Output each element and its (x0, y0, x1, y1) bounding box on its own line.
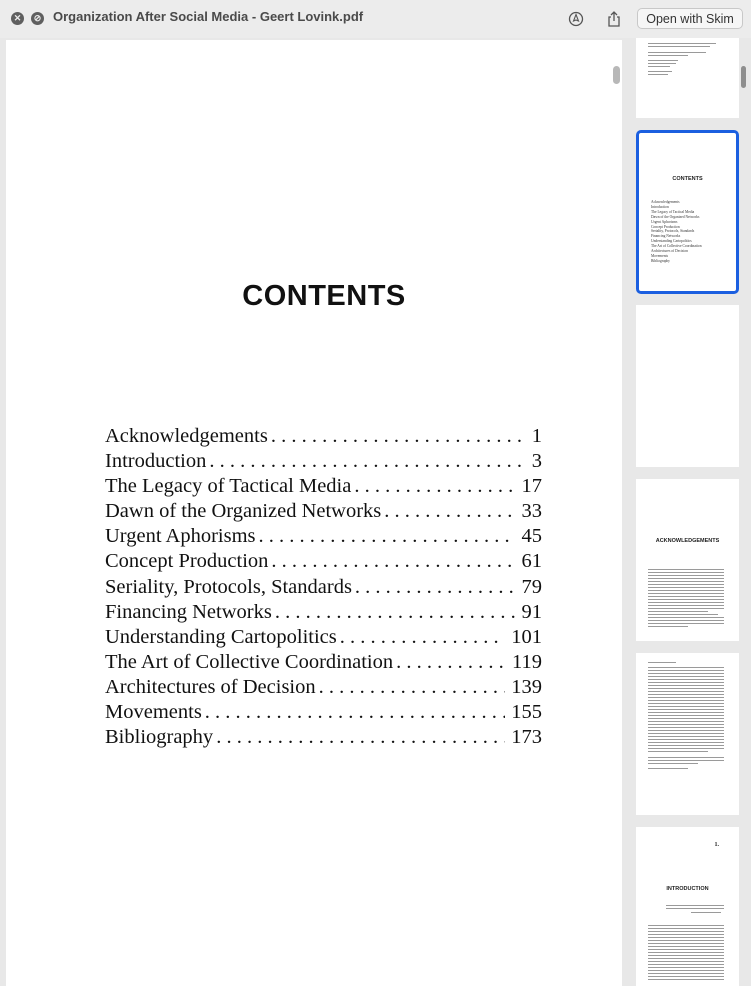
toc-entry[interactable] (105, 650, 542, 675)
close-icon[interactable]: ✕ (11, 12, 24, 25)
document-scrollbar[interactable] (613, 66, 620, 84)
page-heading: CONTENTS (242, 280, 406, 312)
toc-entry-title: The Legacy of Tactical Media (105, 474, 354, 499)
thumbnail-page-blank[interactable] (636, 305, 739, 467)
thumbnail-page-acknowledgements[interactable] (636, 479, 739, 641)
thumbnail-chapter-number: 1. (714, 842, 719, 848)
toc-entry-page: 61 (516, 549, 543, 574)
toc-entry[interactable] (105, 549, 542, 574)
toc-entry-page: 119 (506, 650, 542, 675)
toc-entry-page: 79 (516, 575, 543, 600)
sidebar-scrollbar[interactable] (741, 66, 746, 88)
toc-entry-page: 139 (505, 675, 542, 700)
title-bar (0, 0, 751, 38)
thumbnail-page-contents[interactable] (636, 130, 739, 294)
toc-entry-title: Introduction (105, 449, 209, 474)
toc-entry-title: The Art of Collective Coordination (105, 650, 396, 675)
thumbnail-page-copyright[interactable] (636, 38, 739, 118)
toc-entry[interactable] (105, 725, 542, 750)
toc-entry-page: 91 (516, 600, 543, 625)
toc-entry[interactable] (105, 625, 542, 650)
toc-entry-page: 17 (516, 474, 543, 499)
window-title: Organization After Social Media - Geert Lovink.pdf (53, 9, 364, 24)
table-of-contents (105, 424, 542, 750)
toc-entry[interactable] (105, 424, 542, 449)
toc-entry[interactable] (105, 575, 542, 600)
toc-entry-page: 173 (505, 725, 542, 750)
thumbnail-toc: Acknowledgements Introduction The Legacy of Tactical Media Dawn of the Organized Networks Urgent Aphorisms Concept Production Seriality, Protocols, Standards Financing Networks Understanding Cartopolitics The Art of Collective Coordination Architectures of Decision Movements Bibliography (651, 200, 702, 263)
toc-entry[interactable] (105, 700, 542, 725)
toc-entry-page: 45 (516, 524, 543, 549)
toc-entry-page: 33 (516, 499, 543, 524)
markup-pen-icon[interactable] (566, 9, 586, 29)
thumbnail-intro-title: INTRODUCTION (666, 886, 709, 892)
toc-entry-title: Urgent Aphorisms (105, 524, 259, 549)
toc-entry[interactable] (105, 675, 542, 700)
toc-entry-page: 155 (505, 700, 542, 725)
toc-entry[interactable] (105, 449, 542, 474)
toc-entry-title: Acknowledgements (105, 424, 271, 449)
toc-entry[interactable] (105, 474, 542, 499)
thumbnail-page-introduction[interactable] (636, 827, 739, 986)
thumbnail-page-acknowledgements-2[interactable] (636, 653, 739, 815)
toc-entry[interactable] (105, 499, 542, 524)
toc-entry[interactable] (105, 524, 542, 549)
toc-entry-title: Bibliography (105, 725, 216, 750)
toc-entry-title: Seriality, Protocols, Standards (105, 575, 355, 600)
thumbnail-contents-title: CONTENTS (672, 176, 703, 182)
toc-entry-title: Dawn of the Organized Networks (105, 499, 384, 524)
toc-entry-title: Financing Networks (105, 600, 275, 625)
toc-entry-title: Understanding Cartopolitics (105, 625, 340, 650)
minimize-icon[interactable]: ⊘ (31, 12, 44, 25)
toc-entry-title: Movements (105, 700, 205, 725)
toc-entry-page: 101 (505, 625, 542, 650)
toc-entry-title: Architectures of Decision (105, 675, 319, 700)
toc-entry-page: 1 (526, 424, 542, 449)
toc-entry-page: 3 (526, 449, 542, 474)
toc-entry-title: Concept Production (105, 549, 271, 574)
share-icon[interactable] (604, 9, 624, 29)
toc-entry[interactable] (105, 600, 542, 625)
open-with-skim-button[interactable]: Open with Skim (637, 8, 743, 29)
thumbnail-ack-title: ACKNOWLEDGEMENTS (655, 538, 720, 544)
